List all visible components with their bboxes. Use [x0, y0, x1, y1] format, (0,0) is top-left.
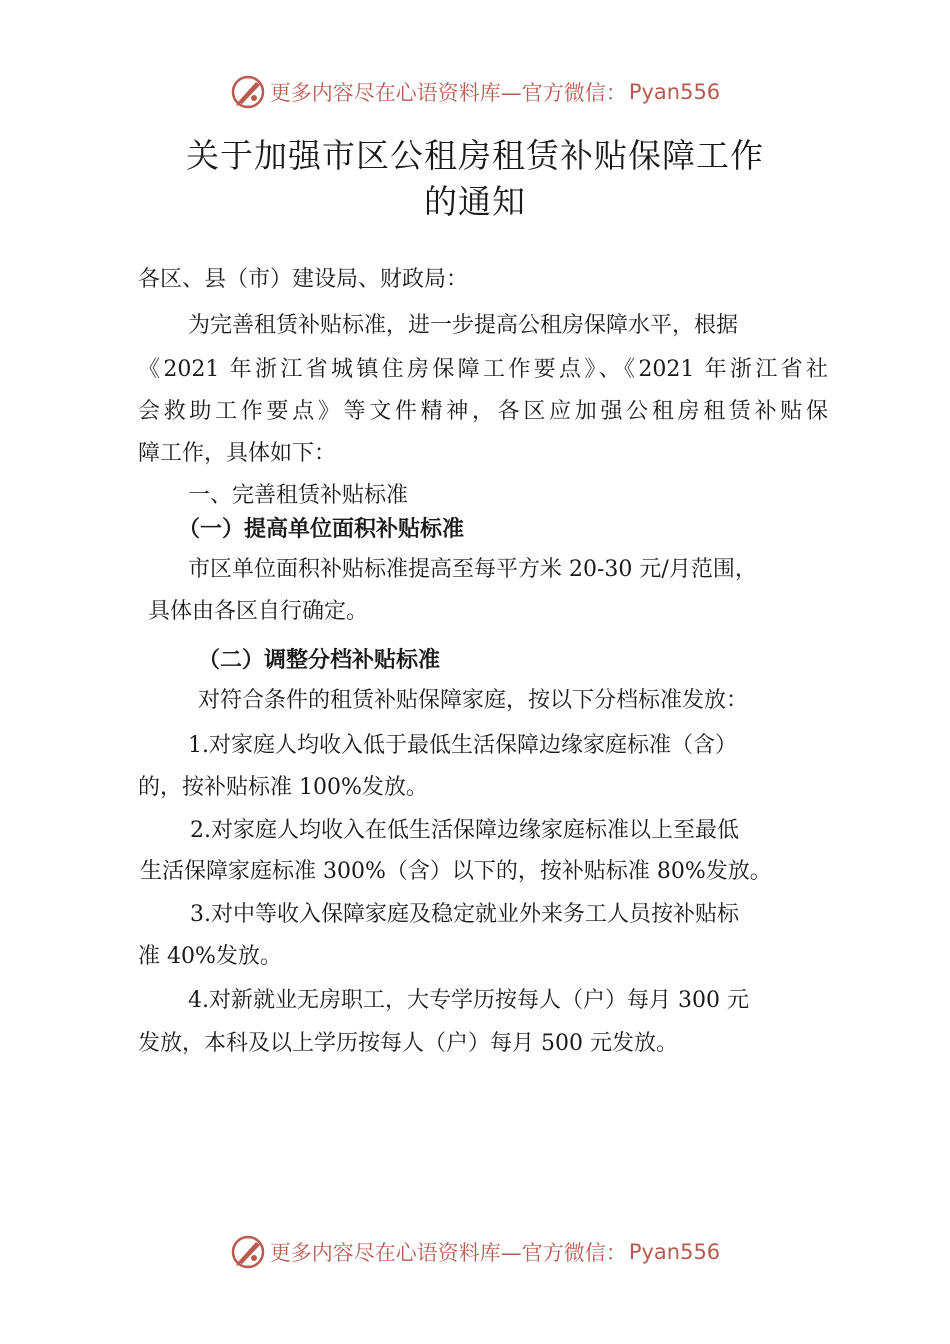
pen-logo-icon	[230, 74, 266, 110]
subsection-heading-1: （一）提高单位面积补贴标准	[178, 517, 465, 542]
watermark-text: 更多内容尽在心语资料库—官方微信：	[269, 1241, 627, 1265]
watermark-text: 更多内容尽在心语资料库—官方微信：	[269, 81, 627, 105]
watermark-wechat-id: Pyan556	[628, 80, 721, 104]
pen-logo-icon	[230, 1234, 266, 1270]
item-4-line-1: 4.对新就业无房职工，大专学历按每人（户）每月 300 元	[188, 988, 749, 1013]
document-title-line1: 关于加强市区公租房租赁补贴保障工作	[186, 136, 764, 175]
item-2-line-1: 2.对家庭人均收入在低生活保障边缘家庭标准以上至最低	[190, 818, 739, 843]
item-3-line-2: 准 40%发放。	[138, 944, 282, 969]
section-heading-1: 一、完善租赁补贴标准	[188, 483, 409, 508]
item-1-line-1: 1.对家庭人均收入低于最低生活保障边缘家庭标准（含）	[188, 733, 737, 758]
sub2-intro: 对符合条件的租赁补贴保障家庭，按以下分档标准发放：	[198, 688, 749, 713]
watermark-wechat-id: Pyan556	[628, 1240, 721, 1264]
document-title-line2: 的通知	[424, 182, 526, 221]
watermark-bottom	[0, 1232, 950, 1272]
addressee: 各区、县（市）建设局、财政局：	[138, 267, 469, 292]
subsection-heading-2: （二）调整分档补贴标准	[198, 648, 441, 673]
intro-line-3: 会救助工作要点》等文件精神，各区应加强公租房租赁补贴保	[138, 399, 828, 424]
intro-line-4: 障工作，具体如下：	[138, 441, 337, 466]
sub1-line-1: 市区单位面积补贴标准提高至每平方米 20-30 元/月范围，	[188, 557, 757, 582]
item-4-line-2: 发放，本科及以上学历按每人（户）每月 500 元发放。	[138, 1031, 678, 1056]
item-2-line-2: 生活保障家庭标准 300%（含）以下的，按补贴标准 80%发放。	[140, 859, 772, 884]
sub1-line-2: 具体由各区自行确定。	[148, 599, 369, 624]
watermark-top	[0, 72, 950, 112]
intro-line-1: 为完善租赁补贴标准，进一步提高公租房保障水平，根据	[188, 313, 739, 338]
item-3-line-1: 3.对中等收入保障家庭及稳定就业外来务工人员按补贴标	[190, 902, 739, 927]
item-1-line-2: 的，按补贴标准 100%发放。	[138, 775, 428, 800]
intro-line-2: 《2021 年浙江省城镇住房保障工作要点》、《2021 年浙江省社	[138, 357, 828, 382]
